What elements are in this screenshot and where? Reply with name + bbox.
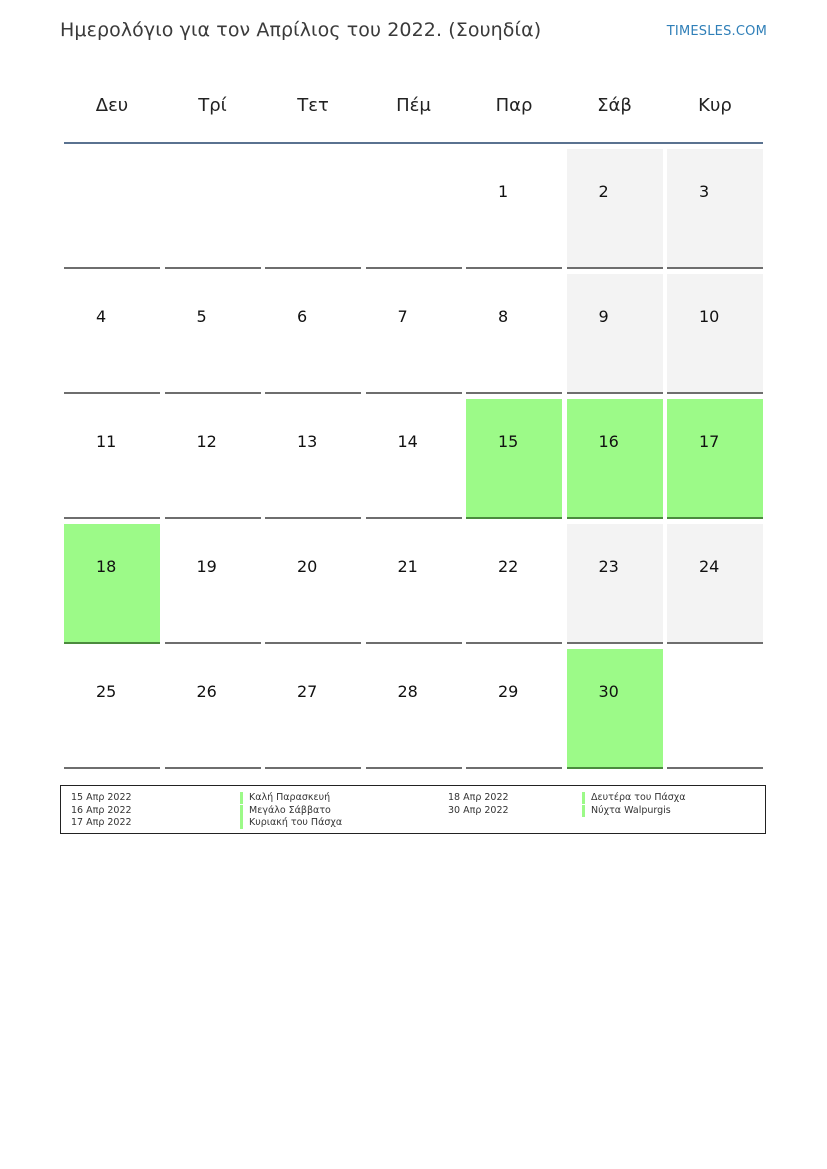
day-cell-empty [667,649,763,769]
weekday-label: Σάβ [597,94,632,116]
day-number: 6 [297,307,308,326]
day-number: 12 [196,432,217,451]
day-number: 16 [598,432,619,451]
day-number: 18 [96,557,117,576]
day-cell[interactable] [466,399,562,519]
holiday-name: Κυριακή του Πάσχα [240,817,342,829]
day-cell-empty [265,149,361,269]
holiday-name: Δευτέρα του Πάσχα [582,792,686,804]
day-number: 26 [196,682,217,701]
day-cell[interactable] [466,274,562,394]
day-number: 28 [397,682,418,701]
day-number: 11 [96,432,117,451]
page-title: Ημερολόγιο για τον Απρίλιος του 2022. (Σουηδία) [60,19,542,41]
day-number: 27 [297,682,318,701]
day-number: 4 [96,307,107,326]
day-cell[interactable] [567,399,663,519]
day-number: 22 [498,557,519,576]
day-cell[interactable] [265,649,361,769]
weekday-label: Δευ [95,94,129,116]
day-number: 3 [699,182,710,201]
day-number: 7 [397,307,408,326]
day-number: 29 [498,682,519,701]
day-cell[interactable] [567,649,663,769]
day-cell[interactable] [265,274,361,394]
day-cell[interactable] [466,649,562,769]
day-cell[interactable] [64,649,160,769]
weekday-header-row [64,80,763,144]
day-number: 15 [498,432,519,451]
day-number: 24 [699,557,720,576]
holiday-date: 16 Απρ 2022 [71,805,132,816]
weekday-label: Κυρ [698,94,732,116]
day-number: 10 [699,307,720,326]
holiday-name: Μεγάλο Σάββατο [240,805,331,817]
day-number: 17 [699,432,720,451]
day-cell[interactable] [466,149,562,269]
day-cell[interactable] [165,274,261,394]
holiday-date: 17 Απρ 2022 [71,817,132,828]
day-cell[interactable] [165,649,261,769]
day-cell[interactable] [366,524,462,644]
day-number: 19 [196,557,217,576]
day-cell[interactable] [165,399,261,519]
day-cell[interactable] [366,649,462,769]
day-number: 2 [598,182,609,201]
holiday-legend [60,785,766,834]
day-number: 23 [598,557,619,576]
day-cell[interactable] [567,274,663,394]
day-cell[interactable] [667,149,763,269]
day-cell[interactable] [667,524,763,644]
day-cell[interactable] [567,149,663,269]
calendar [64,80,763,769]
day-cell[interactable] [466,524,562,644]
day-number: 8 [498,307,509,326]
day-number: 25 [96,682,117,701]
weekday-label: Τετ [297,94,329,116]
day-cell[interactable] [366,274,462,394]
holiday-date: 15 Απρ 2022 [71,792,132,803]
calendar-grid [64,149,763,769]
day-cell[interactable] [265,399,361,519]
day-number: 14 [397,432,418,451]
day-cell[interactable] [265,524,361,644]
weekday-label: Παρ [495,94,533,116]
day-cell[interactable] [64,274,160,394]
day-cell[interactable] [165,524,261,644]
day-number: 20 [297,557,318,576]
day-cell[interactable] [366,399,462,519]
day-cell[interactable] [64,524,160,644]
day-number: 30 [598,682,619,701]
day-cell-empty [165,149,261,269]
day-cell[interactable] [667,399,763,519]
day-cell[interactable] [667,274,763,394]
holiday-name: Νύχτα Walpurgis [582,805,671,817]
day-number: 13 [297,432,318,451]
day-cell-empty [366,149,462,269]
holiday-date: 18 Απρ 2022 [448,792,509,803]
holiday-date: 30 Απρ 2022 [448,805,509,816]
day-number: 9 [598,307,609,326]
weekday-label: Τρί [198,94,227,116]
day-number: 5 [196,307,207,326]
weekday-label: Πέμ [396,94,431,116]
day-number: 1 [498,182,509,201]
day-cell[interactable] [64,399,160,519]
brand-link[interactable]: TIMESLES.COM [666,24,767,39]
day-cell[interactable] [567,524,663,644]
day-cell-empty [64,149,160,269]
day-number: 21 [397,557,418,576]
holiday-name: Καλή Παρασκευή [240,792,330,804]
